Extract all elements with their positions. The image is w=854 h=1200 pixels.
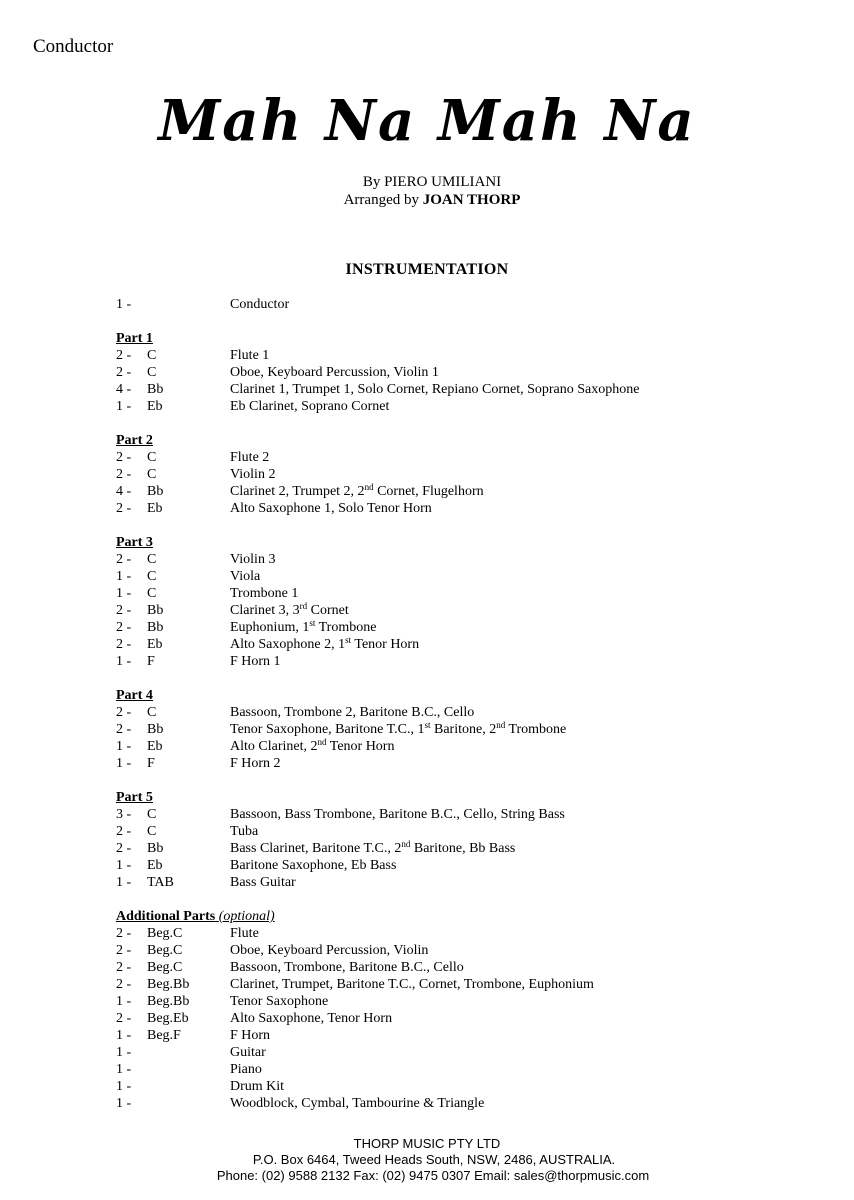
instrument-name: Bassoon, Trombone, Baritone B.C., Cello [230,960,464,975]
instrument-name: Tenor Saxophone [230,994,329,1009]
part-key: Beg.F [147,1028,181,1043]
section-heading [116,789,836,806]
section-spacer [116,517,836,534]
instrument-name: Woodblock, Cymbal, Tambourine & Triangle [230,1096,485,1111]
part-key: C [147,807,157,822]
section-heading [116,908,836,925]
instrument-row [116,500,836,517]
part-count: 2 - [116,552,132,567]
part-count: 1 - [116,756,132,771]
instrument-name: Alto Saxophone, Tenor Horn [230,1011,393,1026]
part-key: Bb [147,603,164,618]
part-key: Eb [147,739,163,754]
publisher-contact: Phone: (02) 9588 2132 Fax: (02) 9475 0307 Email: sales@thorpmusic.com [216,1168,650,1183]
instrument-name: Viola [230,569,261,584]
part-count: 1 - [116,586,132,601]
instrument-name: Eb Clarinet, Soprano Cornet [230,399,390,414]
instrument-row [116,942,836,959]
part-key: C [147,348,157,363]
instrument-row [116,959,836,976]
part-count: 4 - [116,484,132,499]
part-count: 2 - [116,603,132,618]
publisher-footer [0,1136,854,1184]
part-count: 1 - [116,739,132,754]
instrument-row [116,840,836,857]
section-title: Additional Parts [116,909,216,924]
arranger-credit [0,191,854,209]
part-key: C [147,467,157,482]
part-count: 1 - [116,297,132,312]
part-count: 4 - [116,382,132,397]
section-heading [116,687,836,704]
instrument-row [116,976,836,993]
instrument-row [116,704,836,721]
section-title: Part 1 [116,331,153,346]
part-count: 1 - [116,858,132,873]
part-key: Beg.C [147,926,183,941]
instrument-name: F Horn 2 [230,756,281,771]
song-title: Mah Na Mah Na [158,88,696,154]
section-title: Part 2 [116,433,153,448]
part-count: 1 - [116,399,132,414]
instrument-row [116,398,836,415]
conductor-row [116,296,836,313]
part-key: Eb [147,501,163,516]
part-count: 1 - [116,1079,132,1094]
instrument-name: Bassoon, Bass Trombone, Baritone B.C., Cello, String Bass [230,807,565,822]
composer-credit: By PIERO UMILIANI [362,174,502,190]
section-title: Part 4 [116,688,153,703]
part-count: 2 - [116,450,132,465]
instrument-name: Oboe, Keyboard Percussion, Violin [230,943,429,958]
instrument-name: Tuba [230,824,259,839]
part-key: Bb [147,722,164,737]
part-count: 2 - [116,705,132,720]
part-key: TAB [147,875,174,890]
instrument-name: Bass Clarinet, Baritone T.C., 2nd Baritone, Bb Bass [230,839,516,856]
part-count: 3 - [116,807,132,822]
instrumentation-list [116,296,836,1112]
part-key: C [147,365,157,380]
section-heading [116,534,836,551]
part-count: 2 - [116,841,132,856]
part-count: 1 - [116,1062,132,1077]
section-spacer [116,670,836,687]
section-spacer [116,772,836,789]
instrument-row [116,619,836,636]
instrument-name: Drum Kit [230,1079,285,1094]
part-count: 2 - [116,943,132,958]
part-key: Bb [147,620,164,635]
instrument-row [116,1044,836,1061]
part-key: C [147,450,157,465]
instrument-name: Alto Saxophone 2, 1st Tenor Horn [230,635,420,652]
instrument-row [116,653,836,670]
part-key: Bb [147,382,164,397]
instrument-row [116,1061,836,1078]
part-count: 2 - [116,620,132,635]
instrument-row [116,636,836,653]
instrument-row [116,347,836,364]
instrument-row [116,755,836,772]
instrument-row [116,806,836,823]
part-count: 1 - [116,569,132,584]
part-count: 1 - [116,875,132,890]
section-heading [116,330,836,347]
part-count: 2 - [116,348,132,363]
instrument-name: Violin 3 [230,552,276,567]
instrument-name: Euphonium, 1st Trombone [230,618,377,635]
part-count: 1 - [116,1028,132,1043]
part-count: 2 - [116,960,132,975]
part-key: Beg.Bb [147,994,190,1009]
part-key: Eb [147,399,163,414]
part-count: 2 - [116,467,132,482]
section-title: Part 5 [116,790,153,805]
arranger-name: JOAN THORP [422,192,521,208]
part-key: C [147,705,157,720]
part-key: C [147,552,157,567]
section-spacer [116,415,836,432]
instrument-row [116,364,836,381]
instrument-name: Alto Clarinet, 2nd Tenor Horn [230,737,395,754]
section-spacer [116,313,836,330]
section-heading [116,432,836,449]
part-key: F [147,756,155,771]
instrument-name: Guitar [230,1045,266,1060]
part-count: 1 - [116,1096,132,1111]
part-count: 2 - [116,722,132,737]
part-key: Beg.Bb [147,977,190,992]
part-count: 2 - [116,977,132,992]
part-count: 1 - [116,994,132,1009]
instrument-row [116,1078,836,1095]
instrument-name: Clarinet 2, Trumpet 2, 2nd Cornet, Flugelhorn [230,482,484,499]
instrument-name: Trombone 1 [230,586,299,601]
publisher-address: P.O. Box 6464, Tweed Heads South, NSW, 2486, AUSTRALIA. [252,1152,616,1167]
instrument-row [116,449,836,466]
instrument-name: Tenor Saxophone, Baritone T.C., 1st Baritone, 2nd Trombone [230,720,567,737]
part-key: Beg.C [147,943,183,958]
part-count: 2 - [116,1011,132,1026]
instrument-row [116,823,836,840]
parts-sections [116,313,836,1112]
instrument-row [116,721,836,738]
section-note: (optional) [218,909,275,924]
instrument-name: Bassoon, Trombone 2, Baritone B.C., Cello [230,705,475,720]
instrument-name: Alto Saxophone 1, Solo Tenor Horn [230,501,432,516]
instrument-name: F Horn [230,1028,271,1043]
part-count: 2 - [116,501,132,516]
instrument-row [116,466,836,483]
instrument-name: Piano [230,1062,262,1077]
part-count: 2 - [116,926,132,941]
instrument-row [116,993,836,1010]
instrument-row [116,551,836,568]
part-key: Bb [147,484,164,499]
instrumentation-heading: INSTRUMENTATION [345,261,509,278]
instrument-row [116,1027,836,1044]
part-count: 2 - [116,824,132,839]
part-key: Eb [147,637,163,652]
instrument-name: Violin 2 [230,467,276,482]
section-title: Part 3 [116,535,153,550]
credits [0,173,854,209]
part-key: Eb [147,858,163,873]
part-key: F [147,654,155,669]
instrument-name: Clarinet 3, 3rd Cornet [230,601,349,618]
instrument-row [116,568,836,585]
instrument-name: Conductor [230,297,290,312]
instrument-row [116,585,836,602]
instrument-row [116,738,836,755]
publisher-name: THORP MUSIC PTY LTD [353,1136,501,1151]
instrument-row [116,1095,836,1112]
part-key: C [147,586,157,601]
part-key: C [147,824,157,839]
part-key: Bb [147,841,164,856]
instrument-row [116,874,836,891]
instrument-name: Clarinet 1, Trumpet 1, Solo Cornet, Repiano Cornet, Soprano Saxophone [230,382,640,397]
instrument-name: Clarinet, Trumpet, Baritone T.C., Cornet, Trombone, Euphonium [230,977,594,992]
instrument-name: Flute [230,926,259,941]
part-count: 1 - [116,1045,132,1060]
part-key: Beg.C [147,960,183,975]
part-count: 2 - [116,365,132,380]
instrument-row [116,602,836,619]
section-spacer [116,891,836,908]
instrument-name: Flute 2 [230,450,270,465]
part-count: 2 - [116,637,132,652]
instrument-row [116,1010,836,1027]
instrument-name: Bass Guitar [230,875,296,890]
part-key: C [147,569,157,584]
instrument-name: Oboe, Keyboard Percussion, Violin 1 [230,365,439,380]
instrument-row [116,925,836,942]
page-header-label: Conductor [33,36,114,57]
part-count: 1 - [116,654,132,669]
instrument-row [116,857,836,874]
instrument-row [116,483,836,500]
part-key: Beg.Eb [147,1011,189,1026]
instrument-row [116,381,836,398]
instrument-name: Baritone Saxophone, Eb Bass [230,858,397,873]
arranger-prefix: Arranged by [343,192,423,208]
instrument-name: F Horn 1 [230,654,281,669]
instrument-name: Flute 1 [230,348,270,363]
